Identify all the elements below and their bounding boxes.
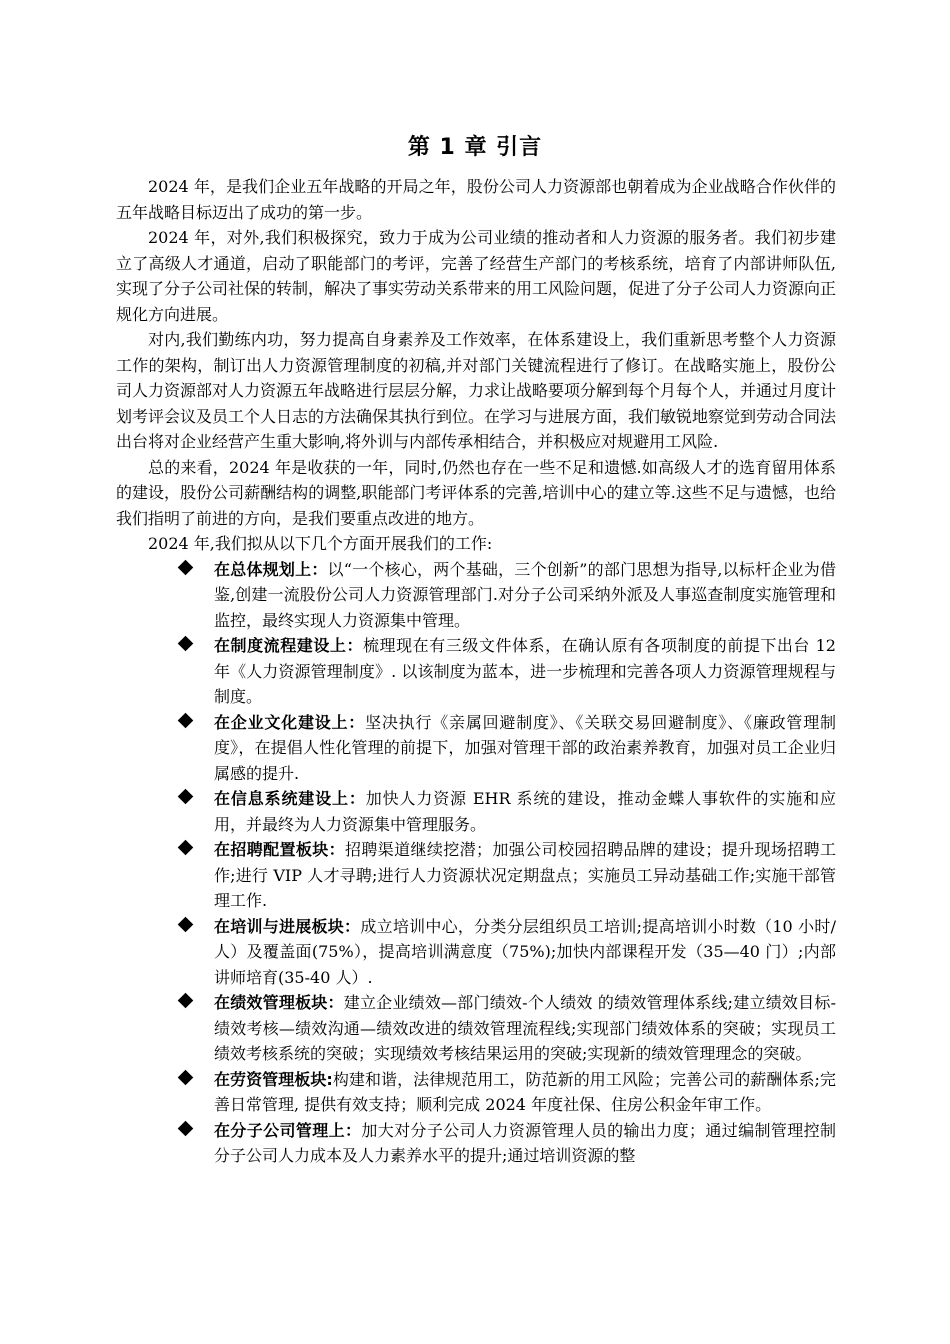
diamond-bullet-icon	[178, 916, 194, 932]
list-item-text: 梳理现在有三级文件体系，在确认原有各项制度的前提下出台 12 年《人力资源管理制度》. 以该制度为蓝本，进一步梳理和完善各项人力资源管理规程与制度。	[214, 636, 836, 706]
list-item	[116, 914, 836, 991]
diamond-bullet-icon	[178, 559, 194, 575]
list-item-lead: 在总体规划上：	[214, 559, 328, 579]
diamond-bullet-icon	[178, 1120, 194, 1136]
paragraph-summary: 总的来看，2024 年是收获的一年，同时,仍然也存在一些不足和遗憾.如高级人才的选育留用体系的建设，股份公司薪酬结构的调整,职能部门考评体系的完善,培训中心的建立等.这些不足与遗憾，也给我们指明了前进的方向，是我们要重点改进的地方。	[116, 457, 836, 528]
list-item-lead: 在制度流程建设上：	[214, 636, 363, 655]
diamond-bullet-icon	[178, 789, 194, 805]
list-item-lead: 在招聘配置板块：	[214, 840, 346, 859]
paragraph-external: 2024 年，对外,我们积极探究，致力于成为公司业绩的推动者和人力资源的服务者。我们初步建立了高级人才通道，启动了职能部门的考评，完善了经营生产部门的考核系统，培育了内部讲师队伍,实现了分子公司社保的转制，解决了事实劳动关系带来的用工风险问题，促进了分子公司人力资源向正规化方向进展。	[116, 228, 837, 324]
chapter-title: 第 1 章 引言	[407, 135, 543, 160]
diamond-bullet-icon	[178, 1069, 194, 1085]
list-item-lead: 在信息系统建设上：	[214, 789, 366, 808]
work-plan-list	[116, 557, 836, 1169]
list-item	[116, 786, 836, 837]
list-item-lead: 在劳资管理板块:	[214, 1069, 333, 1089]
diamond-bullet-icon	[178, 636, 194, 652]
list-item-lead: 在企业文化建设上：	[214, 712, 366, 732]
list-item-text: 以“一个核心，两个基础，三个创新”的部门思想为指导,以标杆企业为借鉴,创建一流股份公司人力资源管理部门.对分子公司采纳外派及人事巡查制度实施管理和监控，最终实现人力资源集中管理。	[214, 559, 836, 630]
list-item	[116, 1118, 836, 1169]
list-item	[116, 837, 836, 914]
paragraph-plan-intro: 2024 年,我们拟从以下几个方面开展我们的工作:	[148, 534, 493, 553]
list-item-text: 加快人力资源 EHR 系统的建设，推动金蝶人事软件的实施和应用，并最终为人力资源集中管理服务。	[214, 789, 836, 834]
list-item	[116, 710, 836, 787]
list-item-text: 招聘渠道继续挖潜；加强公司校园招聘品牌的建设；提升现场招聘工作;进行 VIP 人才寻聘;进行人力资源状况定期盘点；实施员工异动基础工作;实施干部管理工作.	[214, 840, 836, 910]
list-item-lead: 在分子公司管理上：	[214, 1120, 362, 1140]
list-item-lead: 在绩效管理板块：	[214, 993, 344, 1012]
list-item-text: 加大对分子公司人力资源管理人员的输出力度；通过编制管理控制分子公司人力成本及人力素养水平的提升;通过培训资源的整	[214, 1120, 836, 1165]
list-item-text: 坚决执行《亲属回避制度》、《关联交易回避制度》、《廉政管理制度》，在提倡人性化管理的前提下，加强对管理干部的政治素养教育，加强对员工企业归属感的提升.	[214, 712, 836, 783]
paragraph-internal: 对内,我们勤练内功，努力提高自身素养及工作效率，在体系建设上，我们重新思考整个人力资源工作的架构，制订出人力资源管理制度的初稿,并对部门关键流程进行了修订。在战略实施上，股份公司人力资源部对人力资源五年战略进行层层分解，力求让战略要项分解到每个月每个人，并通过月度计划考评会议及员工个人日志的方法确保其执行到位。在学习与进展方面，我们敏锐地察觉到劳动合同法出台将对企业经营产生重大影响,将外训与内部传承相结合，并积极应对规避用工风险.	[116, 330, 837, 451]
document-body	[116, 174, 836, 1169]
diamond-bullet-icon	[178, 840, 194, 856]
list-item-text: 构建和谐，法律规范用工，防范新的用工风险；完善公司的薪酬体系;完善日常管理, 提供有效支持；顺利完成 2024 年度社保、住房公积金年审工作。	[214, 1069, 836, 1114]
paragraph-intro: 2024 年，是我们企业五年战略的开局之年，股份公司人力资源部也朝着成为企业战略合作伙伴的五年战略目标迈出了成功的第一步。	[116, 177, 836, 222]
list-item	[116, 1067, 836, 1118]
list-item-text: 建立企业绩效—部门绩效-个人绩效 的绩效管理体系线;建立绩效目标-绩效考核—绩效沟通—绩效改进的绩效管理流程线;实现部门绩效体系的突破；实现员工绩效考核系统的突破；实现绩效考核结果运用的突破;实现新的绩效管理理念的突破。	[214, 993, 836, 1063]
list-item	[116, 990, 836, 1067]
list-item	[116, 633, 836, 710]
list-item-text: 成立培训中心，分类分层组织员工培训;提高培训小时数（10 小时/人）及覆盖面(75%），提高培训满意度（75%);加快内部课程开发（35—40 门）;内部讲师培育(35-40 人）.	[214, 916, 836, 987]
list-item	[116, 557, 836, 634]
diamond-bullet-icon	[178, 993, 194, 1009]
list-item-lead: 在培训与进展板块：	[214, 916, 361, 936]
diamond-bullet-icon	[178, 712, 194, 728]
